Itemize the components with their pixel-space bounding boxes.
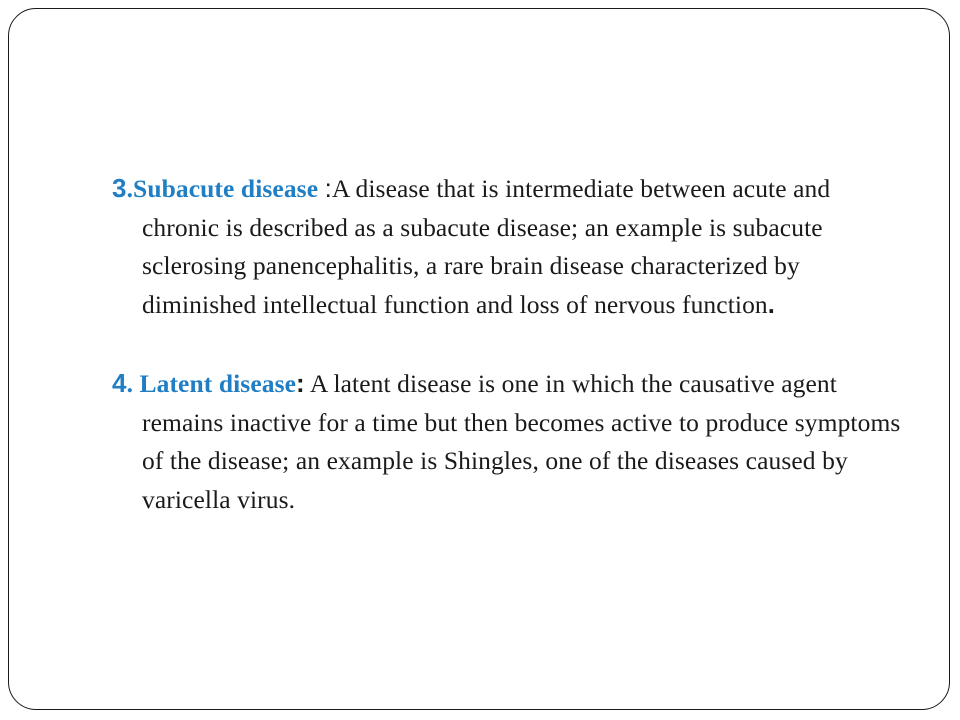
section-separator: :	[324, 173, 332, 203]
section-subacute-disease	[112, 169, 912, 324]
slide-frame	[8, 8, 950, 710]
slide-content	[112, 169, 912, 519]
section-separator: :	[296, 368, 305, 398]
section-end-mark: .	[767, 290, 775, 319]
section-body: A latent disease is one in which the causative agent remains inactive for a time but then becomes active to produce symptoms of the disease; an example is Shingles, one of the diseases caused by varicella virus.	[142, 369, 901, 514]
section-term: .Subacute disease	[126, 174, 325, 203]
section-body: A disease that is intermediate between acute and chronic is described as a subacute disease; an example is subacute sclerosing panencephalitis, a rare brain disease characterized by diminished intellectual function and loss of nervous function	[142, 174, 831, 319]
section-latent-disease	[112, 364, 912, 519]
section-term: . Latent disease	[126, 369, 297, 398]
section-number: 3	[112, 173, 127, 203]
section-number: 4	[112, 368, 127, 398]
